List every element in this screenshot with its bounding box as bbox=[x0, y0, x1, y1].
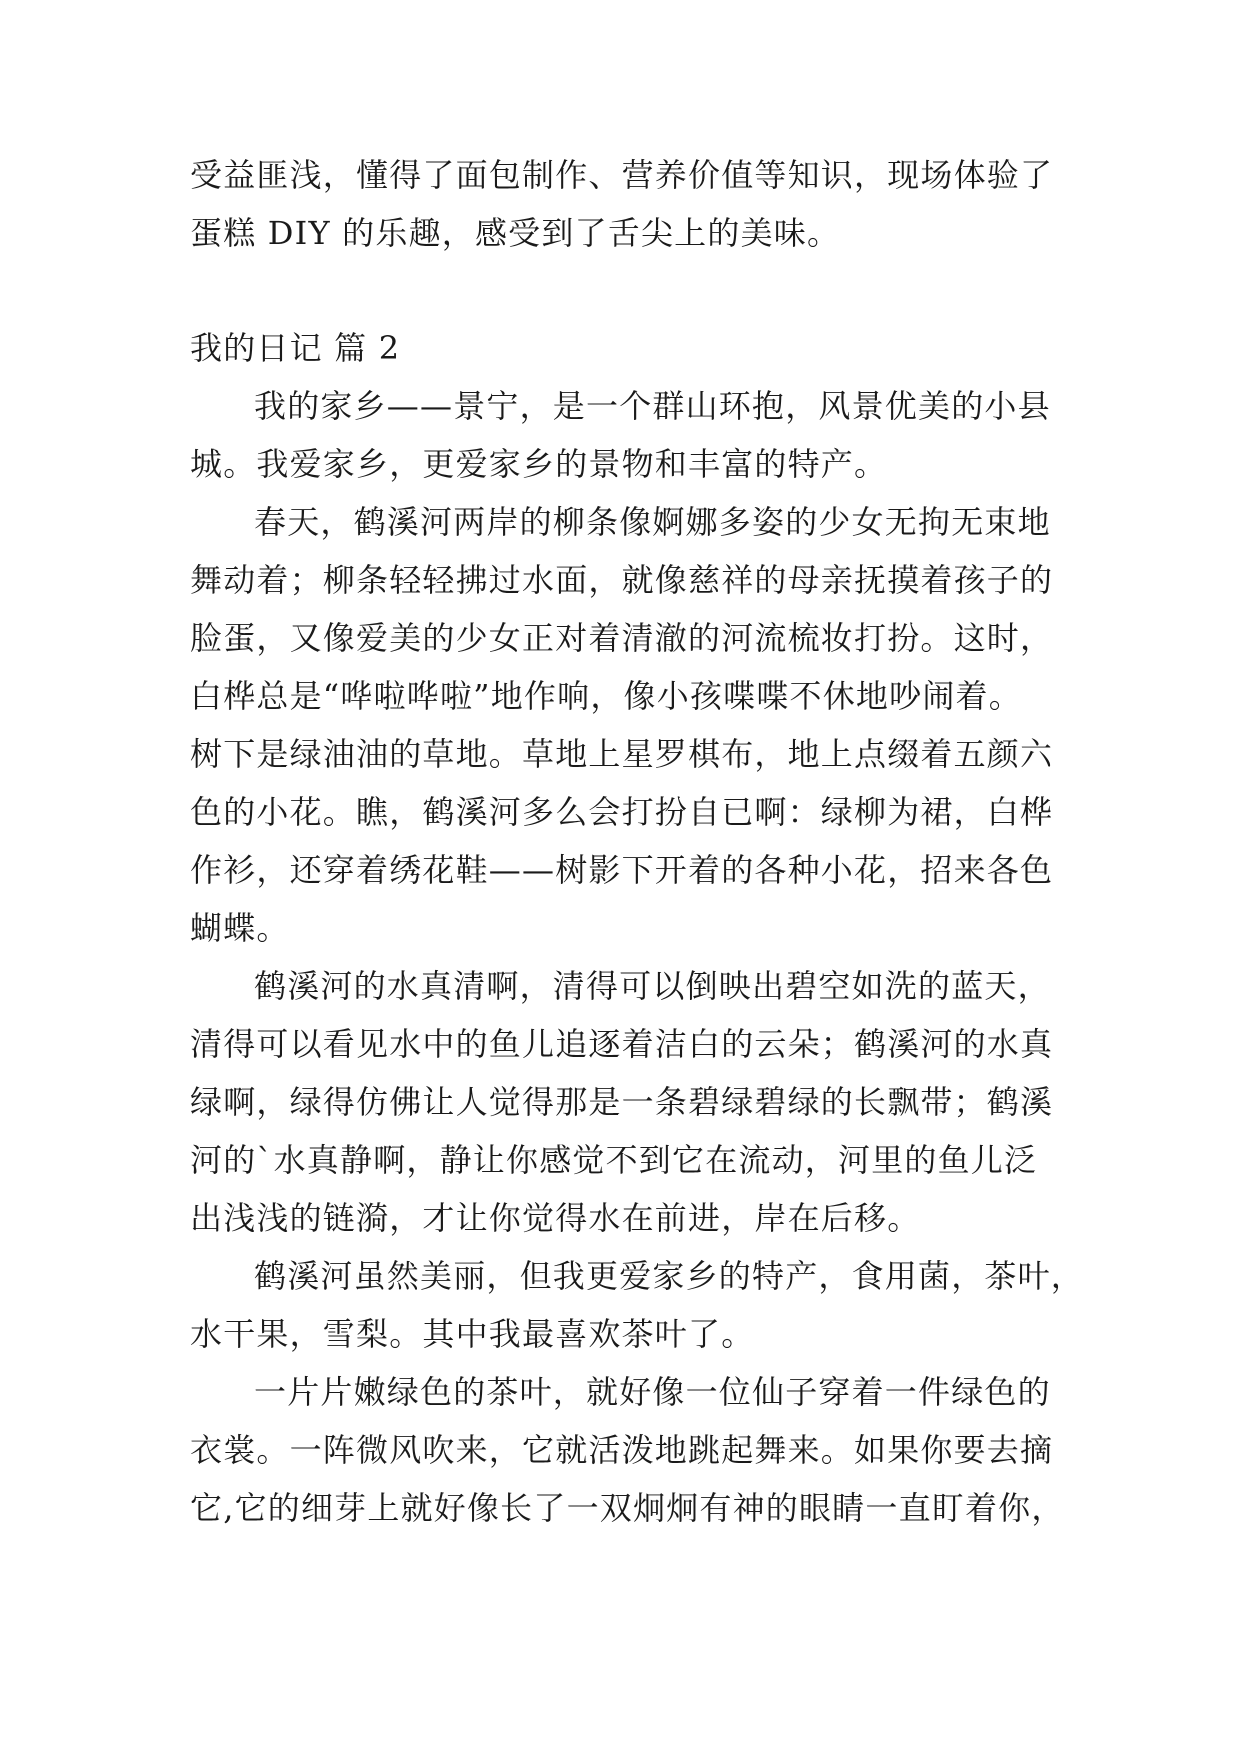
paragraph-5-line-1: 一片片嫩绿色的茶叶，就好像一位仙子穿着一件绿色的 bbox=[254, 1373, 1051, 1411]
paragraph-2-line-1: 春天，鹤溪河两岸的柳条像婀娜多姿的少女无拘无束地 bbox=[254, 503, 1051, 541]
paragraph-3-line-1: 鹤溪河的水真清啊，清得可以倒映出碧空如洗的蓝天， bbox=[254, 967, 1051, 1005]
paragraph-4-line-1: 鹤溪河虽然美丽，但我更爱家乡的特产，食用菌，茶叶， bbox=[254, 1257, 1085, 1295]
paragraph-2-line-7: 作衫，还穿着绣花鞋——树影下开着的各种小花，招来各色 bbox=[190, 851, 1054, 889]
paragraph-4-line-2: 水干果，雪梨。其中我最喜欢茶叶了。 bbox=[190, 1315, 755, 1353]
paragraph-2-line-5: 树下是绿油油的草地。草地上星罗棋布，地上点缀着五颜六 bbox=[190, 735, 1054, 773]
paragraph-2-line-4: 白桦总是“哗啦哗啦”地作响，像小孩喋喋不休地吵闹着。 bbox=[190, 677, 1022, 715]
paragraph-5-line-3: 它,它的细芽上就好像长了一双炯炯有神的眼睛一直盯着你， bbox=[190, 1489, 1065, 1527]
paragraph-2-line-8: 蝴蝶。 bbox=[190, 909, 290, 947]
document-body bbox=[190, 155, 1085, 1546]
paragraph-3-line-2: 清得可以看见水中的鱼儿追逐着洁白的云朵；鹤溪河的水真 bbox=[190, 1025, 1054, 1063]
paragraph-2-line-6: 色的小花。瞧，鹤溪河多么会打扮自已啊：绿柳为裙，白桦 bbox=[190, 793, 1054, 831]
section-gap bbox=[190, 271, 1060, 328]
paragraph-3-line-3: 绿啊，绿得仿佛让人觉得那是一条碧绿碧绿的长飘带；鹤溪 bbox=[190, 1083, 1054, 1121]
paragraph-2-line-3: 脸蛋，又像爱美的少女正对着清澈的河流梳妆打扮。这时， bbox=[190, 619, 1054, 657]
section-heading: 我的日记 篇 2 bbox=[190, 329, 401, 367]
paragraph-1-line-1: 我的家乡——景宁，是一个群山环抱，风景优美的小县 bbox=[254, 387, 1051, 425]
intro-line-1: 受益匪浅，懂得了面包制作、营养价值等知识，现场体验了 bbox=[190, 156, 1054, 194]
paragraph-2-line-2: 舞动着；柳条轻轻拂过水面，就像慈祥的母亲抚摸着孩子的 bbox=[190, 561, 1054, 599]
intro-line-2: 蛋糕 DIY 的乐趣，感受到了舌尖上的美味。 bbox=[190, 214, 841, 252]
paragraph-1-line-2: 城。我爱家乡，更爱家乡的景物和丰富的特产。 bbox=[190, 445, 888, 483]
paragraph-3-line-4: 河的`水真静啊，静让你感觉不到它在流动，河里的鱼儿泛 bbox=[190, 1141, 1038, 1179]
paragraph-3-line-5: 出浅浅的链漪，才让你觉得水在前进，岸在后移。 bbox=[190, 1199, 921, 1237]
paragraph-5-line-2: 衣裳。一阵微风吹来，它就活泼地跳起舞来。如果你要去摘 bbox=[190, 1431, 1054, 1469]
